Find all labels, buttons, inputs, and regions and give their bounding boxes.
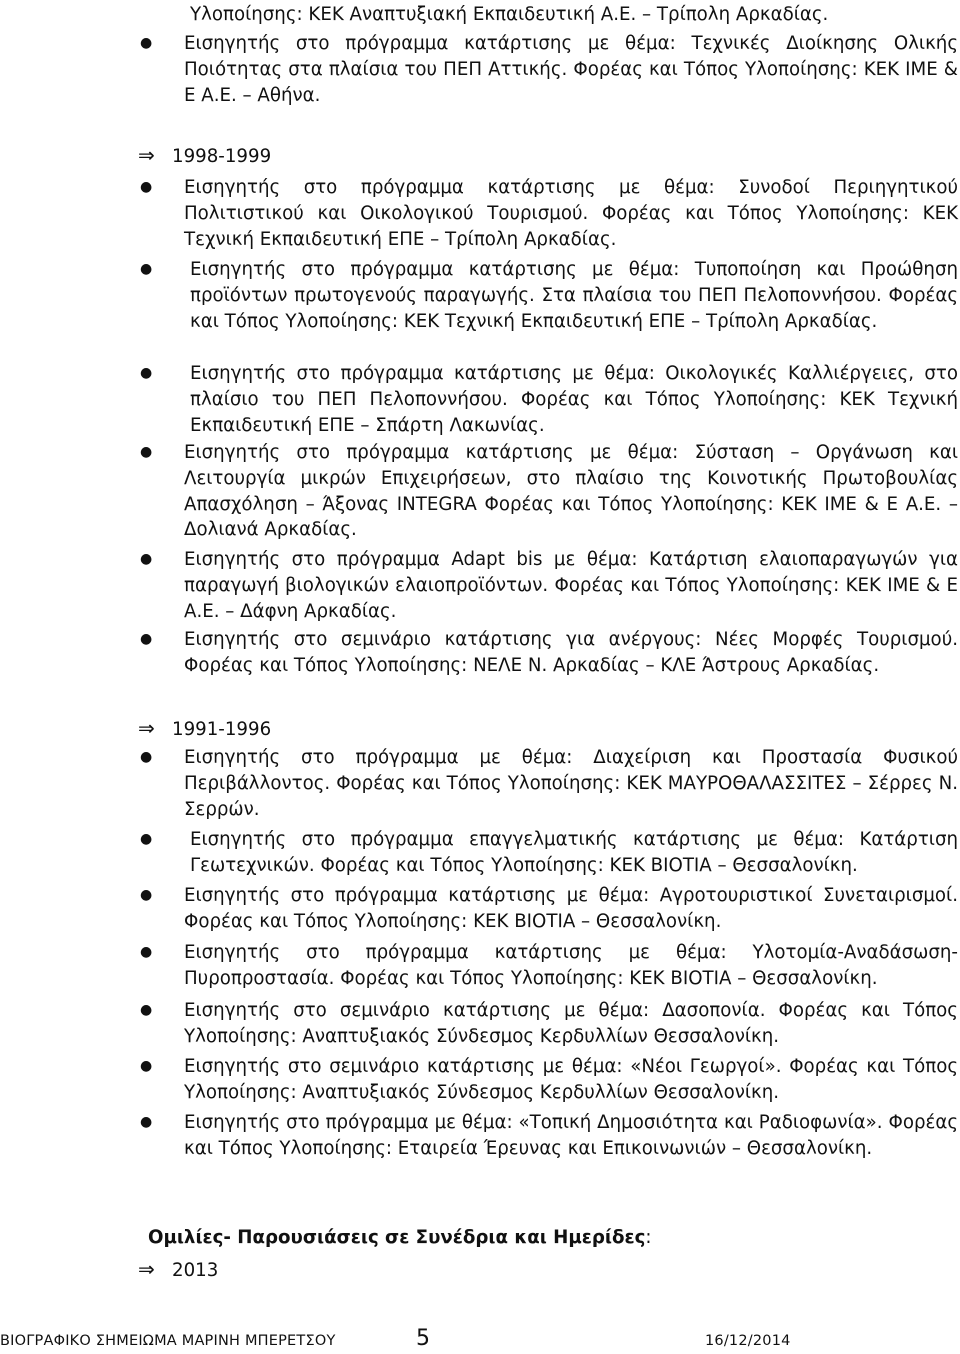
list-item <box>140 175 958 252</box>
year-heading <box>138 143 838 170</box>
bullet-icon: ● <box>140 749 153 765</box>
list-item-text: Εισηγητής στο πρόγραμμα κατάρτισης με θέμα: Υλοτομία-Αναδάσωση-Πυροπροστασία. Φορέας και Τόπος Υλοποίησης: ΚΕΚ ΒΙΟΤΙΑ – Θεσσαλονίκη. <box>184 942 958 989</box>
bullet-icon: ● <box>140 831 153 847</box>
footer-date: 16/12/2014 <box>705 1333 791 1349</box>
bullet-icon: ● <box>140 631 153 647</box>
list-item-text: Εισηγητής στο πρόγραμμα επαγγελματικής κατάρτισης με θέμα: Κατάρτιση Γεωτεχνικών. Φορέας και Τόπος Υλοποίησης: ΚΕΚ ΒΙΟΤΙΑ – Θεσσαλονίκη. <box>190 829 958 876</box>
bullet-icon: ● <box>140 551 153 567</box>
list-item <box>140 883 958 935</box>
bullet-icon: ● <box>140 35 153 51</box>
arrow-right-icon: ⇒ <box>138 143 155 167</box>
bullet-icon: ● <box>140 444 153 460</box>
bullet-icon: ● <box>140 1058 153 1074</box>
continued-text <box>190 2 958 28</box>
footer-title: ΒΙΟΓΡΑΦΙΚΟ ΣΗΜΕΙΩΜΑ ΜΑΡΙΝΗ ΜΠΕΡΕΤΣΟΥ <box>0 1333 336 1349</box>
year-label: 1998-1999 <box>172 146 272 167</box>
list-item <box>140 1110 958 1162</box>
list-item-text: Εισηγητής στο σεμινάριο κατάρτισης με θέμα: Δασοπονία. Φορέας και Τόπος Υλοποίησης: Αναπτυξιακός Σύνδεσμος Κερδυλλίων Θεσσαλονίκη. <box>184 1000 958 1047</box>
list-item-text: Εισηγητής στο πρόγραμμα κατάρτισης με θέμα: Τυποποίηση και Προώθηση προϊόντων πρωτογενούς παραγωγής. Στα πλαίσια του ΠΕΠ Πελοποννήσου. Φορέας και Τόπος Υλοποίησης: ΚΕΚ Τεχνική Εκπαιδευτική ΕΠΕ – Τρίπολη Αρκαδίας. <box>190 259 958 332</box>
list-item-text: Εισηγητής στο πρόγραμμα κατάρτισης με θέμα: Τεχνικές Διοίκησης Ολικής Ποιότητας στα πλαίσια του ΠΕΠ Αττικής. Φορέας και Τόπος Υλοποίησης: ΚΕΚ ΙΜΕ & Ε Α.Ε. – Αθήνα. <box>184 33 958 106</box>
list-item-text: Εισηγητής στο σεμινάριο κατάρτισης για ανέργους: Νέες Μορφές Τουρισμού. Φορέας και Τόπος Υλοποίησης: ΝΕΛΕ Ν. Αρκαδίας – ΚΛΕ Άστρους Αρκαδίας. <box>184 629 958 676</box>
year-label: 2013 <box>172 1260 219 1281</box>
page-number: 5 <box>416 1326 431 1351</box>
list-item-text: Εισηγητής στο πρόγραμμα κατάρτισης με θέμα: Οικολογικές Καλλιέργειες, στο πλαίσιο του ΠΕΠ Πελοποννήσου. Φορέας και Τόπος Υλοποίησης: ΚΕΚ Τεχνική Εκπαιδευτική ΕΠΕ – Σπάρτη Λακωνίας. <box>190 363 958 436</box>
bullet-icon: ● <box>140 179 153 195</box>
list-item-text: Εισηγητής στο πρόγραμμα Adapt bis με θέμα: Κατάρτιση ελαιοπαραγωγών για παραγωγή βιολογικών ελαιοπροϊόντων. Φορέας και Τόπος Υλοποίησης: ΚΕΚ ΙΜΕ & Ε Α.Ε. – Δάφνη Αρκαδίας. <box>184 549 958 622</box>
list-item <box>140 827 958 879</box>
section-heading <box>148 1225 948 1251</box>
bullet-icon: ● <box>140 261 153 277</box>
year-heading <box>138 716 838 743</box>
list-item-text: Εισηγητής στο πρόγραμμα κατάρτισης με θέμα: Αγροτουριστικοί Συνεταιρισμοί. Φορέας και Τόπος Υλοποίησης: ΚΕΚ ΒΙΟΤΙΑ – Θεσσαλονίκη. <box>184 885 958 932</box>
page-footer <box>0 1328 960 1354</box>
bullet-icon: ● <box>140 1114 153 1130</box>
bullet-icon: ● <box>140 887 153 903</box>
bullet-icon: ● <box>140 365 153 381</box>
year-label: 1991-1996 <box>172 719 272 740</box>
bullet-icon: ● <box>140 944 153 960</box>
list-item <box>140 31 958 108</box>
list-item <box>140 1054 958 1106</box>
paragraph-text: Υλοποίησης: ΚΕΚ Αναπτυξιακή Εκπαιδευτική Α.Ε. – Τρίπολη Αρκαδίας. <box>190 4 829 25</box>
list-item <box>140 998 958 1050</box>
list-item-text: Εισηγητής στο πρόγραμμα κατάρτισης με θέμα: Συνοδοί Περιηγητικού Πολιτιστικού και Οικολογικού Τουρισμού. Φορέας και Τόπος Υλοποίησης: ΚΕΚ Τεχνική Εκπαιδευτική ΕΠΕ – Τρίπολη Αρκαδίας. <box>184 177 958 250</box>
bullet-icon: ● <box>140 1002 153 1018</box>
list-item-text: Εισηγητής στο πρόγραμμα με θέμα: «Τοπική Δημοσιότητα και Ραδιοφωνία». Φορέας και Τόπος Υλοποίησης: Εταιρεία Έρευνας και Επικοινωνιών – Θεσσαλονίκη. <box>184 1112 958 1159</box>
list-item-text: Εισηγητής στο πρόγραμμα με θέμα: Διαχείριση και Προστασία Φυσικού Περιβάλλοντος. Φορέας και Τόπος Υλοποίησης: ΚΕΚ ΜΑΥΡΟΘΑΛΑΣΣΙΤΕΣ – Σέρρες Ν. Σερρών. <box>184 747 958 820</box>
list-item <box>140 361 958 438</box>
list-item <box>140 627 958 679</box>
list-item <box>140 440 958 543</box>
list-item-text: Εισηγητής στο σεμινάριο κατάρτισης με θέμα: «Νέοι Γεωργοί». Φορέας και Τόπος Υλοποίησης: Αναπτυξιακός Σύνδεσμος Κερδυλλίων Θεσσαλονίκη. <box>184 1056 958 1103</box>
list-item <box>140 745 958 822</box>
section-heading-text: Ομιλίες- Παρουσιάσεις σε Συνέδρια και Ημερίδες <box>148 1227 646 1248</box>
list-item-text: Εισηγητής στο πρόγραμμα κατάρτισης με θέμα: Σύσταση – Οργάνωση και Λειτουργία μικρών Επιχειρήσεων, στο πλαίσιο της Κοινοτικής Πρωτοβουλίας Απασχόληση – Άξονας INTEGRA Φορέας και Τόπος Υλοποίησης: ΚΕΚ ΙΜΕ & Ε Α.Ε. – Δολιανά Αρκαδίας. <box>184 442 958 541</box>
list-item <box>140 547 958 624</box>
arrow-right-icon: ⇒ <box>138 1257 155 1281</box>
section-heading-colon: : <box>645 1227 652 1248</box>
year-heading <box>138 1257 838 1284</box>
list-item <box>140 940 958 992</box>
arrow-right-icon: ⇒ <box>138 716 155 740</box>
list-item <box>140 257 958 334</box>
